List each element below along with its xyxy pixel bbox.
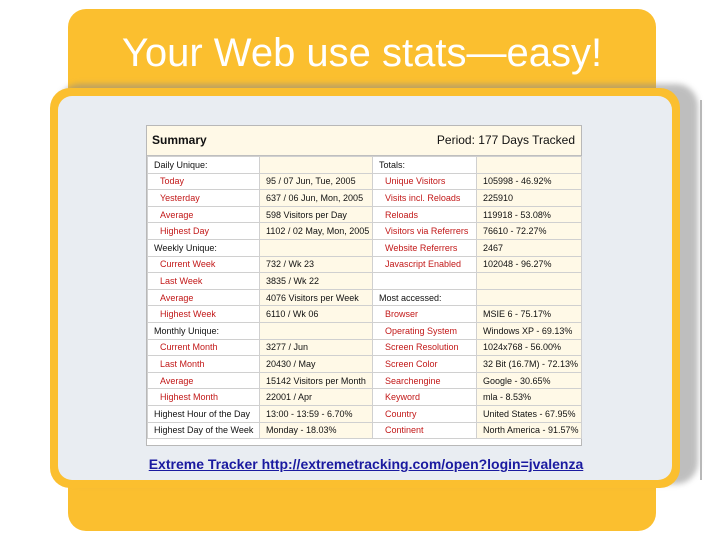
- right-value-cell: 105998 - 46.92%: [477, 173, 582, 190]
- table-row: [148, 223, 582, 240]
- right-value-cell: North America - 91.57%: [477, 422, 582, 439]
- right-value-cell: 76610 - 72.27%: [477, 223, 582, 240]
- table-row: [148, 422, 582, 439]
- summary-title: Summary: [152, 133, 207, 147]
- left-value-cell: 20430 / May: [260, 356, 373, 373]
- left-value-cell: 15142 Visitors per Month: [260, 372, 373, 389]
- left-value-cell: 637 / 06 Jun, Mon, 2005: [260, 190, 373, 207]
- right-value-cell: 102048 - 96.27%: [477, 256, 582, 273]
- table-row: [148, 405, 582, 422]
- left-label-cell[interactable]: Yesterday: [148, 190, 260, 207]
- table-row: [148, 190, 582, 207]
- left-label-cell[interactable]: Average: [148, 206, 260, 223]
- table-row: [148, 206, 582, 223]
- side-divider: [700, 100, 712, 480]
- left-label-cell: Highest Hour of the Day: [148, 405, 260, 422]
- right-label-cell[interactable]: Browser: [373, 306, 477, 323]
- table-row: [148, 356, 582, 373]
- table-row: [148, 256, 582, 273]
- stats-table: [147, 156, 582, 439]
- right-label-cell[interactable]: Visitors via Referrers: [373, 223, 477, 240]
- table-row: [148, 389, 582, 406]
- left-value-cell: 4076 Visitors per Week: [260, 289, 373, 306]
- right-value-cell: MSIE 6 - 75.17%: [477, 306, 582, 323]
- right-label-cell[interactable]: Operating System: [373, 322, 477, 339]
- right-value-cell: 2467: [477, 239, 582, 256]
- table-row: [148, 273, 582, 290]
- left-label-cell[interactable]: Average: [148, 372, 260, 389]
- right-label-cell: [373, 273, 477, 290]
- tracker-link[interactable]: Extreme Tracker http://extremetracking.com/open?login=jvalenza: [148, 456, 584, 472]
- right-value-cell: Google - 30.65%: [477, 372, 582, 389]
- table-row: [148, 372, 582, 389]
- left-value-cell: 1102 / 02 May, Mon, 2005: [260, 223, 373, 240]
- left-value-cell: 95 / 07 Jun, Tue, 2005: [260, 173, 373, 190]
- stats-screenshot: [146, 125, 582, 446]
- left-label-cell: Highest Day of the Week: [148, 422, 260, 439]
- left-value-cell: 22001 / Apr: [260, 389, 373, 406]
- table-row: [148, 339, 582, 356]
- right-label-cell: Most accessed:: [373, 289, 477, 306]
- left-value-cell: 6110 / Wk 06: [260, 306, 373, 323]
- right-label-cell[interactable]: Searchengine: [373, 372, 477, 389]
- left-label-cell[interactable]: Current Week: [148, 256, 260, 273]
- right-value-cell: United States - 67.95%: [477, 405, 582, 422]
- right-value-cell: 119918 - 53.08%: [477, 206, 582, 223]
- left-value-cell: 3835 / Wk 22: [260, 273, 373, 290]
- right-value-cell: [477, 273, 582, 290]
- right-value-cell: 32 Bit (16.7M) - 72.13%: [477, 356, 582, 373]
- right-label-cell[interactable]: Screen Resolution: [373, 339, 477, 356]
- left-label-cell: Monthly Unique:: [148, 322, 260, 339]
- right-label-cell[interactable]: Visits incl. Reloads: [373, 190, 477, 207]
- left-value-cell: [260, 239, 373, 256]
- left-value-cell: [260, 157, 373, 174]
- right-label-cell[interactable]: Javascript Enabled: [373, 256, 477, 273]
- left-label-cell[interactable]: Last Week: [148, 273, 260, 290]
- left-value-cell: 3277 / Jun: [260, 339, 373, 356]
- left-label-cell[interactable]: Average: [148, 289, 260, 306]
- right-label-cell[interactable]: Continent: [373, 422, 477, 439]
- table-row: [148, 239, 582, 256]
- right-value-cell: [477, 289, 582, 306]
- left-label-cell[interactable]: Last Month: [148, 356, 260, 373]
- left-value-cell: Monday - 18.03%: [260, 422, 373, 439]
- summary-header: [147, 126, 581, 156]
- right-value-cell: Windows XP - 69.13%: [477, 322, 582, 339]
- left-label-cell: Weekly Unique:: [148, 239, 260, 256]
- table-row: [148, 289, 582, 306]
- left-label-cell[interactable]: Highest Month: [148, 389, 260, 406]
- table-row: [148, 157, 582, 174]
- left-value-cell: [260, 322, 373, 339]
- right-label-cell: Totals:: [373, 157, 477, 174]
- left-value-cell: 13:00 - 13:59 - 6.70%: [260, 405, 373, 422]
- summary-period: Period: 177 Days Tracked: [436, 133, 575, 147]
- right-value-cell: mla - 8.53%: [477, 389, 582, 406]
- right-value-cell: 1024x768 - 56.00%: [477, 339, 582, 356]
- left-label-cell[interactable]: Highest Day: [148, 223, 260, 240]
- left-label-cell[interactable]: Highest Week: [148, 306, 260, 323]
- left-label-cell: Daily Unique:: [148, 157, 260, 174]
- right-label-cell[interactable]: Screen Color: [373, 356, 477, 373]
- right-label-cell[interactable]: Unique Visitors: [373, 173, 477, 190]
- right-label-cell[interactable]: Country: [373, 405, 477, 422]
- slide-title: Your Web use stats—easy!: [121, 31, 603, 75]
- right-value-cell: [477, 157, 582, 174]
- table-row: [148, 306, 582, 323]
- right-label-cell[interactable]: Reloads: [373, 206, 477, 223]
- right-label-cell[interactable]: Keyword: [373, 389, 477, 406]
- right-label-cell[interactable]: Website Referrers: [373, 239, 477, 256]
- table-row: [148, 322, 582, 339]
- left-value-cell: 598 Visitors per Day: [260, 206, 373, 223]
- table-row: [148, 173, 582, 190]
- left-label-cell[interactable]: Today: [148, 173, 260, 190]
- right-value-cell: 225910: [477, 190, 582, 207]
- left-label-cell[interactable]: Current Month: [148, 339, 260, 356]
- left-value-cell: 732 / Wk 23: [260, 256, 373, 273]
